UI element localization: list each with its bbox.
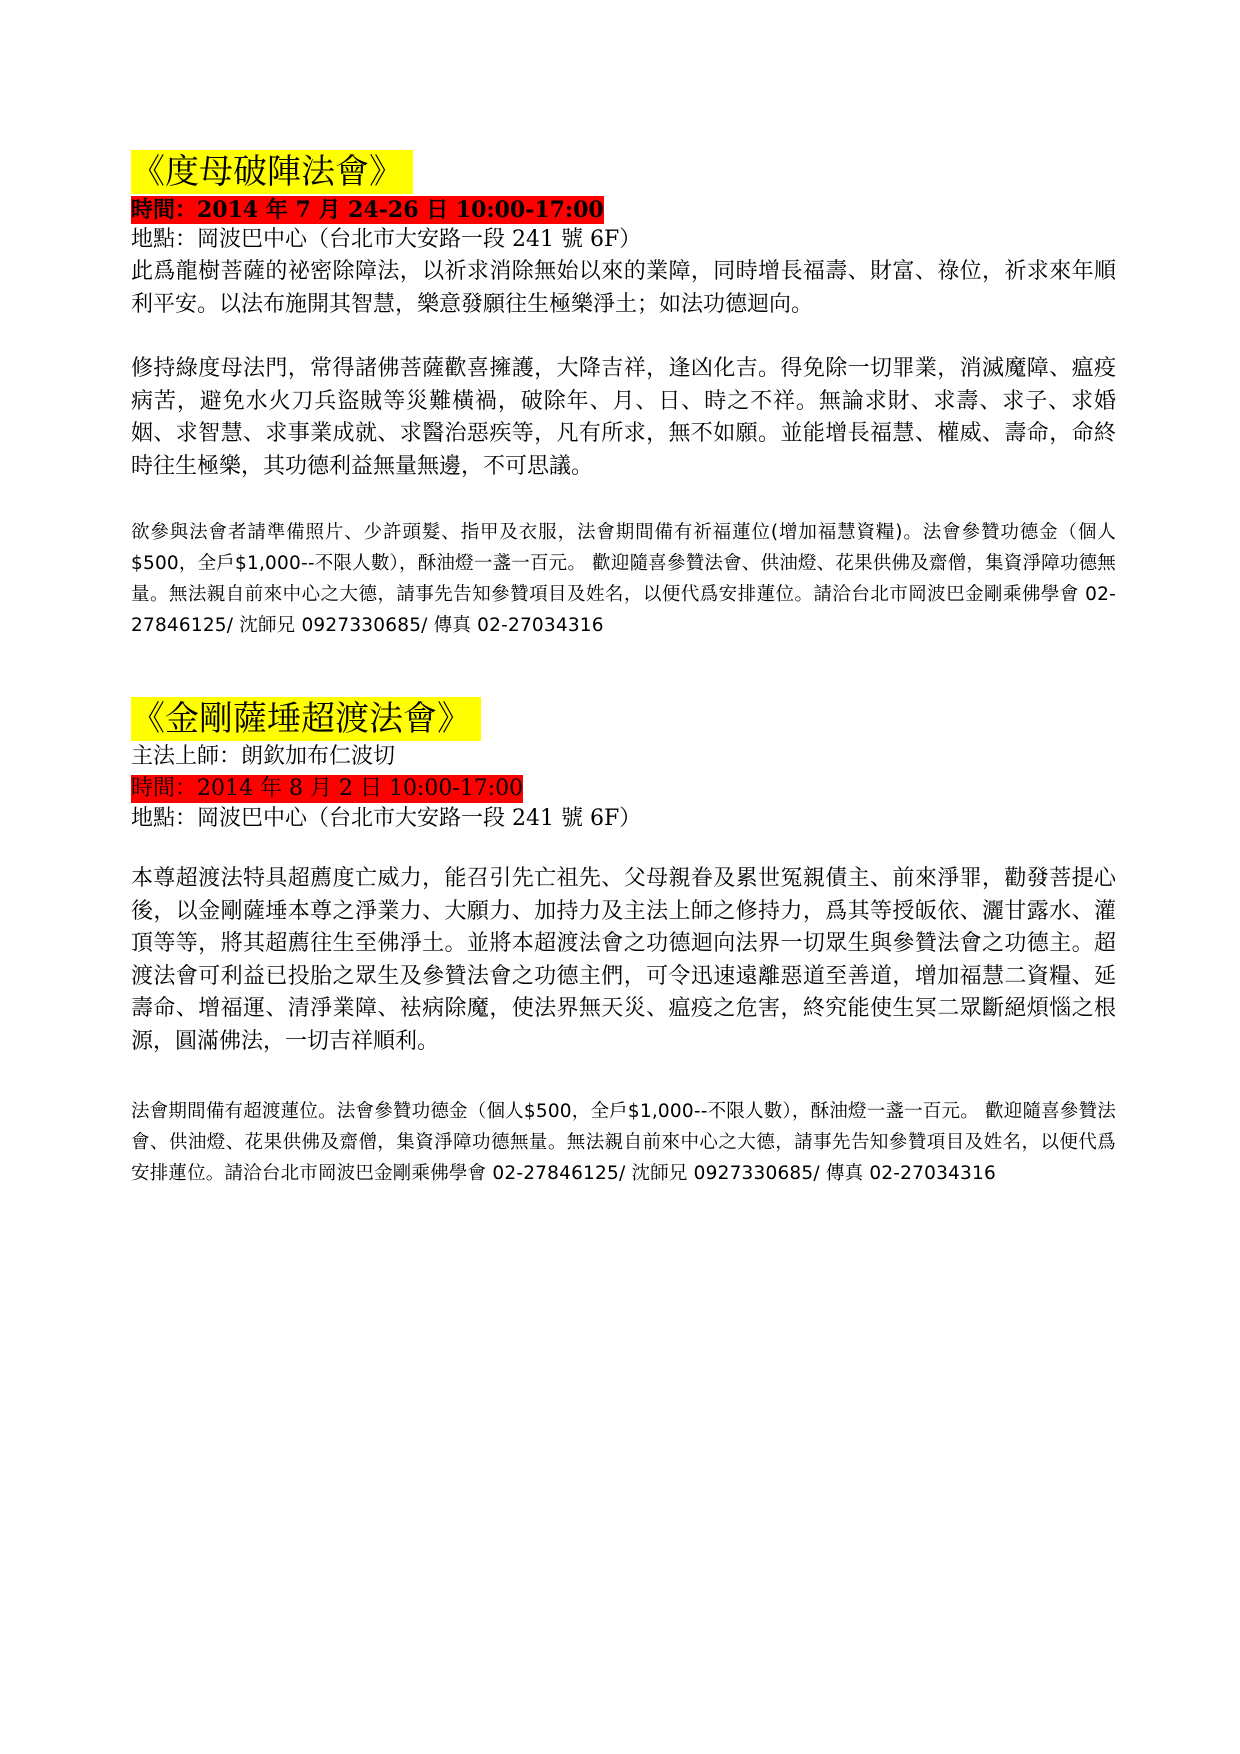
event-tara-time: 時間：2014 年 7 月 24-26 日 10:00-17:00: [131, 197, 604, 223]
event-tara-benefits: 修持綠度母法門，常得諸佛菩薩歡喜擁護，大降吉祥，逢凶化吉。得免除一切罪業，消滅魔障、瘟疫病苦，避免水火刀兵盜賊等災難橫禍，破除年、月、日、時之不祥。無論求財、求壽、求子、求婚姻、求智慧、求事業成就、求醫治惡疾等，凡有所求，無不如願。並能增長福慧、權威、壽命，命終時往生極樂，其功德利益無量無邊，不可思議。: [131, 356, 1116, 479]
event-tara-description: 此爲龍樹菩薩的祕密除障法，以祈求消除無始以來的業障，同時增長福壽、財富、祿位，祈求來年順利平安。以法布施開其智慧，樂意發願往生極樂淨土；如法功德迴向。: [131, 259, 1116, 317]
event-tara-location: 地點：岡波巴中心（台北市大安路一段 241 號 6F）: [131, 227, 642, 252]
event-vajrasattva-title: 《金剛薩埵超渡法會》: [131, 697, 481, 741]
event-vajrasattva-time: 時間：2014 年 8 月 2 日 10:00-17:00: [131, 776, 524, 801]
event-tara-section: [131, 150, 1116, 641]
event-tara-registration-note: 欲參與法會者請準備照片、少許頭髮、指甲及衣服，法會期間備有祈福蓮位(增加福慧資糧)。法會參贊功德金（個人$500，全戶$1,000--不限人數），酥油燈一盞一百元。 歡迎隨喜參贊法會、供油燈、花果供佛及齋僧，集資淨障功德無量。無法親自前來中心之大德，請事先告知參贊項目及姓名，以便代爲安排蓮位。請洽台北市岡波巴金剛乘佛學會 02-27846125/ 沈師兄 0927330685/ 傳真 02-27034316: [131, 522, 1116, 636]
event-vajrasattva-registration-note: 法會期間備有超渡蓮位。法會參贊功德金（個人$500，全戶$1,000--不限人數），酥油燈一盞一百元。 歡迎隨喜參贊法會、供油燈、花果供佛及齋僧，集資淨障功德無量。無法親自前來中心之大德，請事先告知參贊項目及姓名，以便代爲安排蓮位。請洽台北市岡波巴金剛乘佛學會 02-27846125/ 沈師兄 0927330685/ 傳真 02-27034316: [131, 1101, 1116, 1184]
event-vajrasattva-master: 主法上師：朗欽加布仁波切: [131, 744, 396, 769]
document-page: [131, 150, 1116, 1189]
event-vajrasattva-description: 本尊超渡法特具超薦度亡威力，能召引先亡祖先、父母親眷及累世冤親債主、前來淨罪，勸發菩提心後，以金剛薩埵本尊之淨業力、大願力、加持力及主法上師之修持力，爲其等授皈依、灑甘露水、灌頂等等，將其超薦往生至佛淨土。並將本超渡法會之功德迴向法界一切眾生與參贊法會之功德主。超渡法會可利益已投胎之眾生及參贊法會之功德主們，可令迅速遠離惡道至善道，增加福慧二資糧、延壽命、增福運、清淨業障、袪病除魔，使法界無天災、瘟疫之危害，終究能使生冥二眾斷絕煩惱之根源，圓滿佛法，一切吉祥順利。: [131, 866, 1116, 1054]
event-tara-title: 《度母破陣法會》: [131, 150, 413, 194]
event-vajrasattva-location: 地點：岡波巴中心（台北市大安路一段 241 號 6F）: [131, 806, 642, 831]
event-vajrasattva-section: [131, 697, 1116, 1189]
